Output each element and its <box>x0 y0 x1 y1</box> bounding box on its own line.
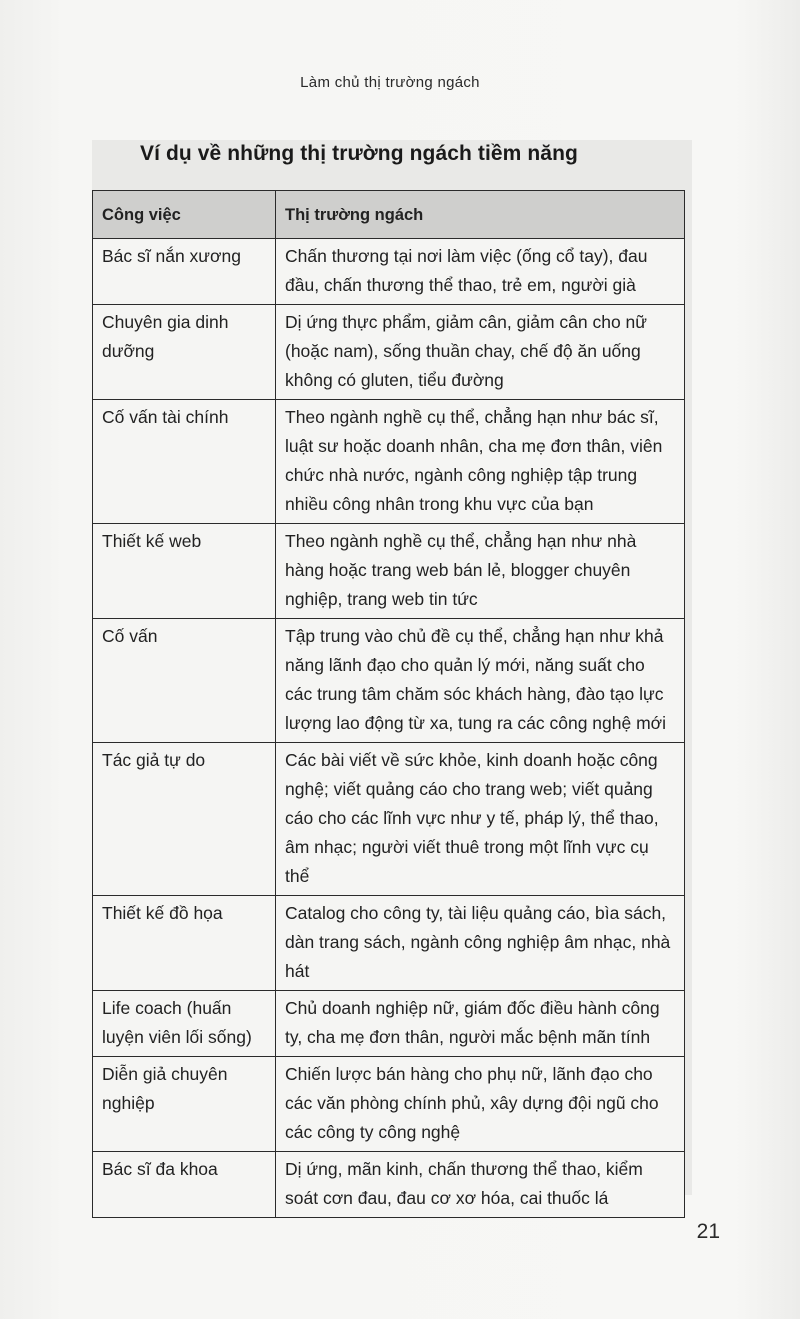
page-number: 21 <box>696 1220 720 1243</box>
job-cell: Diễn giả chuyên nghiệp <box>93 1057 276 1152</box>
job-cell: Bác sĩ nắn xương <box>93 239 276 305</box>
niche-cell: Chiến lược bán hàng cho phụ nữ, lãnh đạo cho các văn phòng chính phủ, xây dựng đội ngũ cho các công ty công nghệ <box>276 1057 685 1152</box>
job-cell: Chuyên gia dinh dưỡng <box>93 305 276 400</box>
running-head: Làm chủ thị trường ngách <box>300 74 480 91</box>
job-cell: Life coach (huấn luyện viên lối sống) <box>93 991 276 1057</box>
job-cell: Bác sĩ đa khoa <box>93 1152 276 1218</box>
table-row <box>93 239 685 305</box>
table-header-row <box>93 191 685 239</box>
section-title: Ví dụ về những thị trường ngách tiềm năng <box>140 142 578 165</box>
column-header-job: Công việc <box>93 191 276 239</box>
job-cell: Cố vấn tài chính <box>93 400 276 524</box>
table-row <box>93 524 685 619</box>
table-row <box>93 743 685 896</box>
niche-cell: Theo ngành nghề cụ thể, chẳng hạn như bác sĩ, luật sư hoặc doanh nhân, cha mẹ đơn thân, viên chức nhà nước, ngành công nghiệp tập trung nhiều công nhân trong khu vực của bạn <box>276 400 685 524</box>
job-cell: Cố vấn <box>93 619 276 743</box>
niche-cell: Dị ứng, mãn kinh, chấn thương thể thao, kiểm soát cơn đau, đau cơ xơ hóa, cai thuốc lá <box>276 1152 685 1218</box>
table-row <box>93 619 685 743</box>
niche-cell: Các bài viết về sức khỏe, kinh doanh hoặc công nghệ; viết quảng cáo cho trang web; viết quảng cáo cho các lĩnh vực như y tế, pháp lý, thể thao, âm nhạc; người viết thuê trong một lĩnh vực cụ thể <box>276 743 685 896</box>
job-cell: Thiết kế web <box>93 524 276 619</box>
table-row <box>93 305 685 400</box>
job-cell: Thiết kế đồ họa <box>93 896 276 991</box>
table-row <box>93 991 685 1057</box>
table-row <box>93 896 685 991</box>
niche-cell: Tập trung vào chủ đề cụ thể, chẳng hạn như khả năng lãnh đạo cho quản lý mới, năng suất cho các trung tâm chăm sóc khách hàng, đào tạo lực lượng lao động từ xa, tung ra các công nghệ mới <box>276 619 685 743</box>
niche-cell: Theo ngành nghề cụ thể, chẳng hạn như nhà hàng hoặc trang web bán lẻ, blogger chuyên nghiệp, trang web tin tức <box>276 524 685 619</box>
niche-cell: Catalog cho công ty, tài liệu quảng cáo, bìa sách, dàn trang sách, ngành công nghiệp âm nhạc, nhà hát <box>276 896 685 991</box>
table-row <box>93 1152 685 1218</box>
job-cell: Tác giả tự do <box>93 743 276 896</box>
column-header-niche: Thị trường ngách <box>276 191 685 239</box>
niche-cell: Dị ứng thực phẩm, giảm cân, giảm cân cho nữ (hoặc nam), sống thuần chay, chế độ ăn uống không có gluten, tiểu đường <box>276 305 685 400</box>
table-row <box>93 1057 685 1152</box>
niche-cell: Chủ doanh nghiệp nữ, giám đốc điều hành công ty, cha mẹ đơn thân, người mắc bệnh mãn tính <box>276 991 685 1057</box>
table-row <box>93 400 685 524</box>
niche-cell: Chấn thương tại nơi làm việc (ống cổ tay), đau đầu, chấn thương thể thao, trẻ em, người già <box>276 239 685 305</box>
niche-market-table <box>92 190 685 1218</box>
